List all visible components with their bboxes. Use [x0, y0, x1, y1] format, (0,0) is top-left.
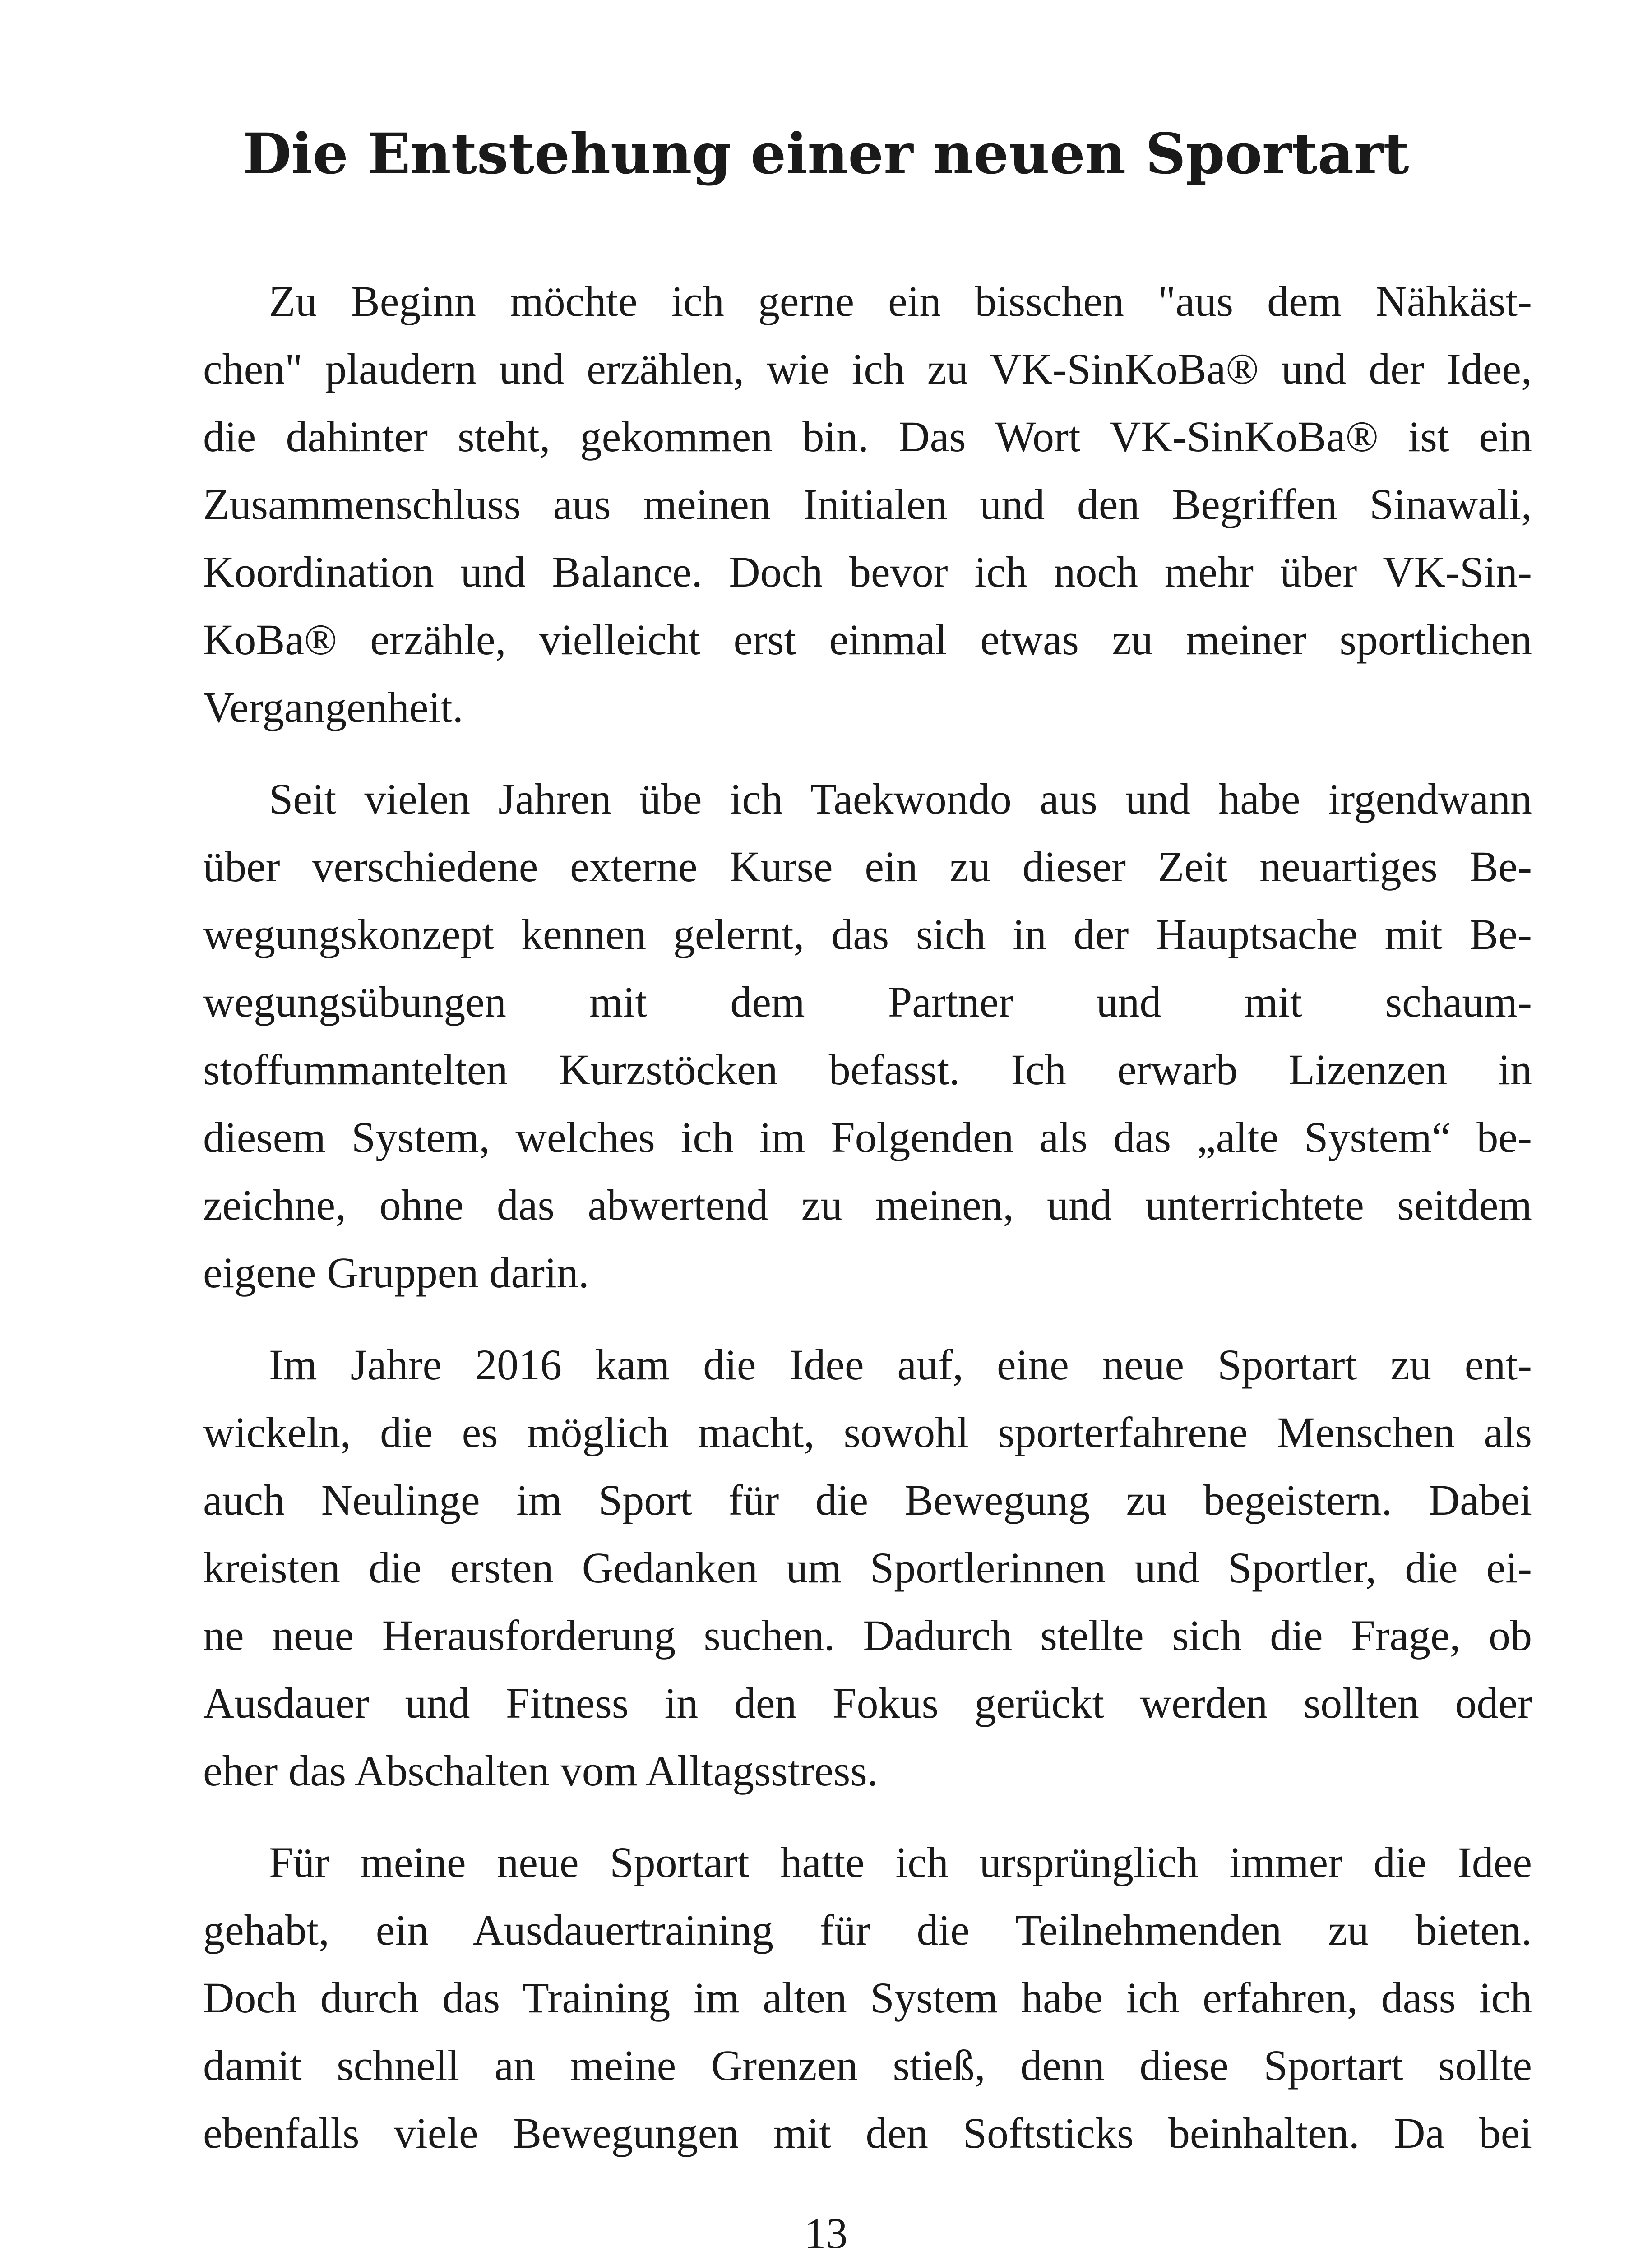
paragraph-2	[203, 765, 1532, 1307]
text-line: ebenfalls viele Bewegungen mit den Softsticks beinhalten. Da bei	[203, 2109, 1532, 2157]
page-number: 13	[804, 2209, 848, 2256]
text-line: eigene Gruppen darin.	[203, 1248, 589, 1297]
text-line: über verschiedene externe Kurse ein zu dieser Zeit neuartiges Be-	[203, 842, 1532, 891]
text-line: zeichne, ohne das abwertend zu meinen, und unterrichtete seitdem	[203, 1181, 1532, 1229]
text-line: gehabt, ein Ausdauertraining für die Teilnehmenden zu bieten.	[203, 1906, 1532, 1954]
text-line: Vergangenheit.	[203, 683, 463, 731]
text-line: wickeln, die es möglich macht, sowohl sporterfahrene Menschen als	[203, 1408, 1532, 1456]
text-line: kreisten die ersten Gedanken um Sportlerinnen und Sportler, die ei-	[203, 1544, 1532, 1592]
paragraph-3	[203, 1331, 1532, 1805]
text-line: chen" plaudern und erzählen, wie ich zu VK-SinKoBa® und der Idee,	[203, 345, 1532, 393]
text-line: auch Neulinge im Sport für die Bewegung zu begeistern. Dabei	[203, 1476, 1532, 1524]
paragraph-1	[203, 268, 1532, 741]
text-line: KoBa® erzähle, vielleicht erst einmal etwas zu meiner sportlichen	[203, 615, 1532, 664]
text-line: Seit vielen Jahren übe ich Taekwondo aus und habe irgendwann	[269, 775, 1532, 823]
text-line: wegungsübungen mit dem Partner und mit schaum-	[203, 978, 1532, 1026]
text-line: ne neue Herausforderung suchen. Dadurch stellte sich die Frage, ob	[203, 1611, 1532, 1660]
text-line: Zusammenschluss aus meinen Initialen und den Begriffen Sinawali,	[203, 480, 1532, 528]
text-line: eher das Abschalten vom Alltagsstress.	[203, 1747, 878, 1795]
text-line: wegungskonzept kennen gelernt, das sich in der Hauptsache mit Be-	[203, 910, 1532, 958]
text-line: Doch durch das Training im alten System habe ich erfahren, dass ich	[203, 1974, 1532, 2022]
text-line: stoffummantelten Kurzstöcken befasst. Ich erwarb Lizenzen in	[203, 1045, 1532, 1094]
text-line: Zu Beginn möchte ich gerne ein bisschen "aus dem Nähkäst-	[269, 277, 1532, 325]
text-line: damit schnell an meine Grenzen stieß, denn diese Sportart sollte	[203, 2041, 1532, 2090]
chapter-title: Die Entstehung einer neuen Sportart	[243, 121, 1409, 187]
text-line: Für meine neue Sportart hatte ich ursprünglich immer die Idee	[269, 1838, 1532, 1886]
text-line: Ausdauer und Fitness in den Fokus gerückt werden sollten oder	[203, 1679, 1532, 1727]
paragraph-4	[203, 1829, 1532, 2167]
text-line: diesem System, welches ich im Folgenden als das „alte System“ be-	[203, 1113, 1532, 1161]
text-line: Koordination und Balance. Doch bevor ich noch mehr über VK-Sin-	[203, 548, 1532, 596]
text-line: Im Jahre 2016 kam die Idee auf, eine neue Sportart zu ent-	[269, 1341, 1532, 1389]
text-line: die dahinter steht, gekommen bin. Das Wort VK-SinKoBa® ist ein	[203, 412, 1532, 461]
